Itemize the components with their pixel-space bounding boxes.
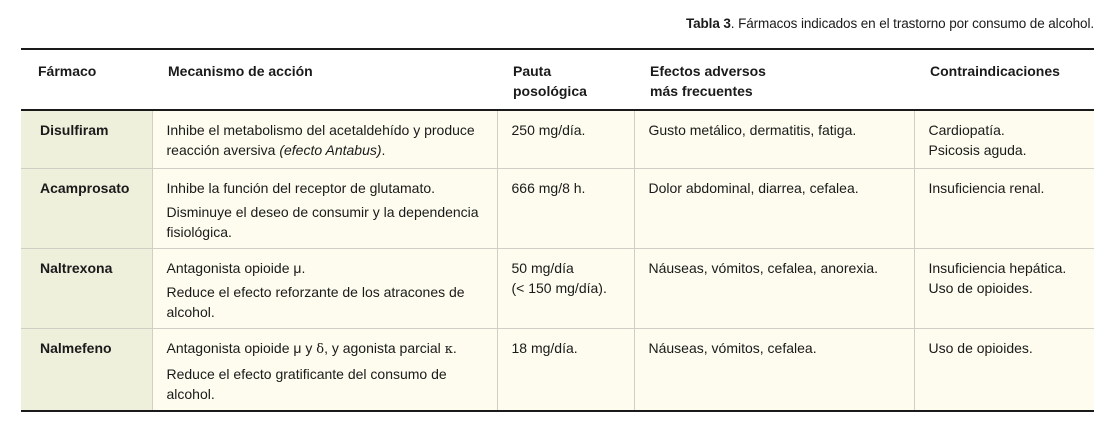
header-contraindications: Contraindicaciones [930, 63, 1060, 79]
adverse-effects-cell: Náuseas, vómitos, cefalea, anorexia. [634, 249, 914, 329]
drug-name-cell: Nalmefeno [21, 329, 152, 412]
dosage-line: 250 mg/día. [511, 122, 586, 138]
contraindication-line: Uso de opioides. [928, 280, 1033, 296]
header-dosage-line1: Pauta [513, 63, 552, 79]
delta-symbol: δ [316, 342, 325, 357]
table-caption-label: Tabla 3 [685, 16, 731, 31]
mechanism-paragraph: Disminuye el deseo de consumir y la dependencia fisiológica. [166, 204, 479, 240]
mechanism-paragraph: Reduce el efecto reforzante de los atracones de alcohol. [166, 284, 465, 320]
dosage-line: 50 mg/día [511, 260, 574, 276]
mechanism-text: , y agonista parcial [324, 340, 445, 356]
mechanism-italic-text: (efecto Antabus) [279, 142, 382, 158]
contraindication-line: Cardiopatía. [928, 122, 1005, 138]
dosage-cell [497, 249, 634, 329]
drug-name-cell: Naltrexona [21, 249, 152, 329]
table-row [21, 110, 1094, 169]
dosage-line: (< 150 mg/día). [511, 280, 607, 296]
dosage-line: 666 mg/8 h. [511, 180, 586, 196]
dosage-cell [497, 169, 634, 249]
contraindications-cell [914, 249, 1094, 329]
drug-name-cell: Acamprosato [21, 169, 152, 249]
mechanism-paragraph: Reduce el efecto gratificante del consumo de alcohol. [166, 366, 447, 402]
table-row [21, 249, 1094, 329]
header-dosage [497, 49, 634, 110]
kappa-symbol: κ [444, 342, 453, 357]
mechanism-paragraph [167, 338, 485, 360]
drug-table [21, 48, 1094, 412]
dosage-cell [497, 110, 634, 169]
adverse-effects-cell: Náuseas, vómitos, cefalea. [634, 329, 914, 412]
mechanism-tail: . [381, 142, 386, 158]
header-adverse-line2: más frecuentes [650, 83, 753, 99]
drug-name-cell: Disulfiram [21, 110, 152, 169]
dosage-line: 18 mg/día. [511, 340, 578, 356]
table-row [21, 329, 1094, 412]
dosage-cell [497, 329, 634, 412]
mechanism-cell [152, 110, 497, 169]
table-header-row [21, 49, 1094, 110]
mechanism-text: . [452, 340, 457, 356]
table-caption-text: . Fármacos indicados en el trastorno por consumo de alcohol. [730, 16, 1094, 31]
contraindication-line: Psicosis aguda. [928, 142, 1027, 158]
header-adverse-effects [634, 49, 914, 110]
adverse-effects-cell: Gusto metálico, dermatitis, fatiga. [634, 110, 914, 169]
table-row [21, 169, 1094, 249]
mechanism-paragraph: Inhibe la función del receptor de glutamato. [166, 180, 436, 196]
contraindication-line: Insuficiencia hepática. [928, 260, 1067, 276]
contraindication-line: Uso de opioides. [928, 340, 1033, 356]
mechanism-paragraph: Antagonista opioide μ. [166, 260, 306, 276]
mechanism-text: Inhibe el metabolismo del acetaldehído y produce reacción aversiva [166, 122, 475, 158]
table-caption [686, 16, 1094, 31]
contraindications-cell [914, 110, 1094, 169]
header-drug: Fármaco [38, 63, 97, 79]
mechanism-cell [152, 169, 497, 249]
contraindication-line: Insuficiencia renal. [928, 180, 1045, 196]
mechanism-cell [152, 249, 497, 329]
contraindications-cell [914, 329, 1094, 412]
header-dosage-line2: posológica [513, 83, 587, 99]
header-mechanism: Mecanismo de acción [168, 63, 313, 79]
mechanism-text: Antagonista opioide μ y [166, 340, 317, 356]
contraindications-cell [914, 169, 1094, 249]
adverse-effects-cell: Dolor abdominal, diarrea, cefalea. [634, 169, 914, 249]
mechanism-cell [152, 329, 497, 412]
header-adverse-line1: Efectos adversos [650, 63, 766, 79]
